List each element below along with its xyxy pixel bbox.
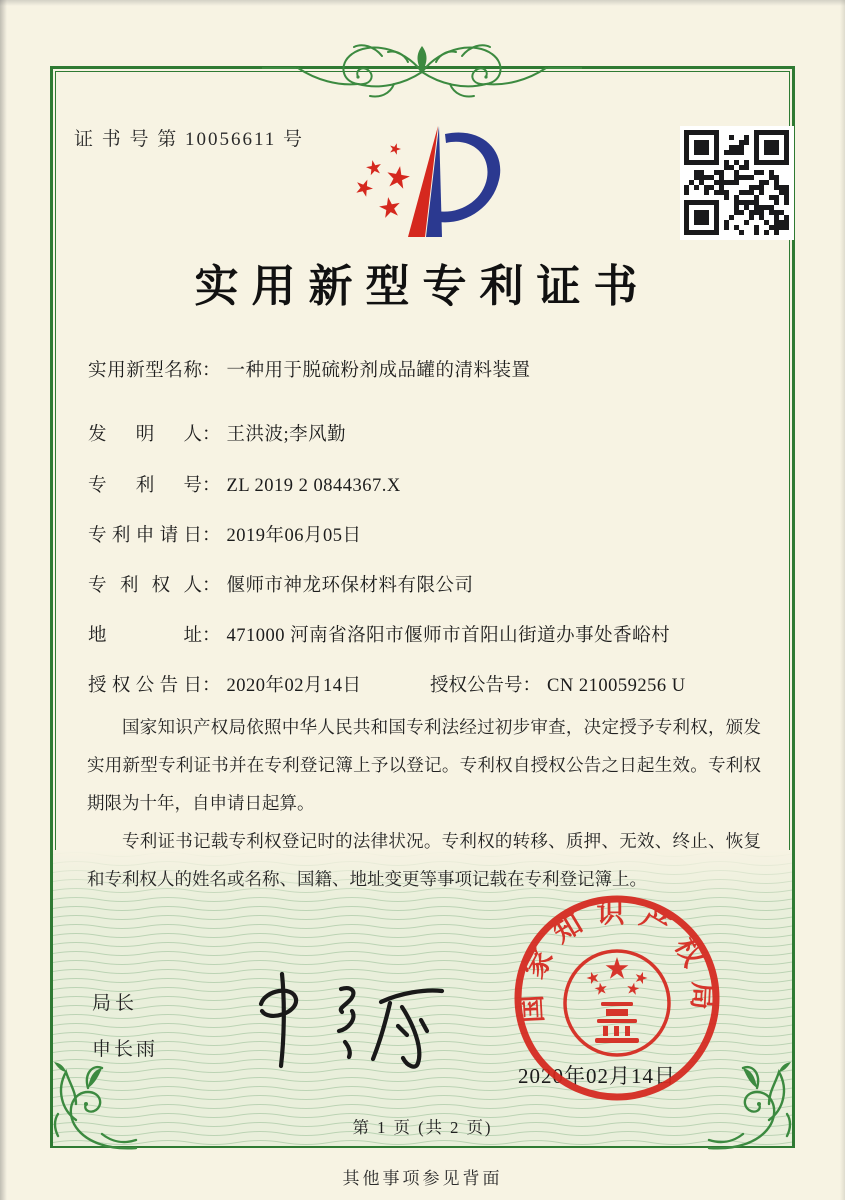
field-colon: ： xyxy=(202,476,221,496)
field-label: 专利号 xyxy=(88,476,202,496)
field-colon: ： xyxy=(202,425,221,445)
legal-paragraph-2: 专利证书记载专利权登记时的法律状况。专利权的转移、质押、无效、终止、恢复和专利权人的姓名或名称、国籍、地址变更等事项记载在专利登记簿上。 xyxy=(87,831,761,889)
field-row-utility-model-name xyxy=(88,356,531,382)
field-colon: ： xyxy=(202,361,221,381)
director-block xyxy=(92,988,158,1061)
director-name: 申长雨 xyxy=(92,1039,159,1060)
field-row-grant-date xyxy=(88,671,686,697)
field-value: 2020年02月14日 xyxy=(226,676,362,696)
field-value: 王洪波;李风勤 xyxy=(226,425,347,445)
field-colon: ： xyxy=(522,676,542,696)
field-label: 授权公告号 xyxy=(430,676,523,696)
certificate-title: 实用新型专利证书 xyxy=(194,262,651,311)
field-label: 地址 xyxy=(88,626,202,646)
field-colon: ： xyxy=(202,626,221,646)
field-value: 一种用于脱硫粉剂成品罐的清料装置 xyxy=(226,361,531,381)
field-row-filing-date xyxy=(88,521,362,547)
field-value: 471000 河南省洛阳市偃师市首阳山街道办事处香峪村 xyxy=(226,626,671,646)
qr-code xyxy=(680,126,794,240)
field-row-patent-number xyxy=(88,471,401,497)
field-value: CN 210059256 U xyxy=(547,676,686,696)
legal-text xyxy=(87,708,761,898)
field-value: ZL 2019 2 0844367.X xyxy=(226,476,401,496)
seal-text: 国家知识产权局 xyxy=(516,898,718,1024)
field-row-address xyxy=(88,621,670,647)
field-colon: ： xyxy=(202,576,221,596)
back-side-note: 其他事项参见背面 xyxy=(342,1169,503,1188)
field-value: 偃师市神龙环保材料有限公司 xyxy=(226,576,474,596)
page-number: 第 1 页 (共 2 页) xyxy=(352,1118,493,1137)
field-label: 专利申请日 xyxy=(88,526,202,546)
field-colon: ： xyxy=(202,526,221,546)
director-title: 局长 xyxy=(92,993,139,1014)
certificate-number: 证 书 号 第 10056611 号 xyxy=(74,129,305,150)
field-colon: ： xyxy=(202,676,221,696)
field-row-patentee xyxy=(88,571,474,597)
field-label: 实用新型名称 xyxy=(88,361,202,381)
field-row-grant-number xyxy=(430,671,686,697)
legal-paragraph-1: 国家知识产权局依照中华人民共和国专利法经过初步审查，决定授予专利权，颁发实用新型专利证书并在专利登记簿上予以登记。专利权自授权公告之日起生效。专利权期限为十年，自申请日起算。 xyxy=(87,717,761,813)
field-label: 授权公告日 xyxy=(88,676,202,696)
field-label: 发明人 xyxy=(88,425,202,445)
cnipa-logo-icon xyxy=(336,124,506,242)
field-value: 2019年06月05日 xyxy=(226,526,362,546)
field-label: 专利权人 xyxy=(88,576,202,596)
director-signature-icon xyxy=(225,962,455,1070)
svg-text:国家知识产权局 xyxy=(515,897,718,1024)
field-row-inventor xyxy=(88,420,346,446)
seal-date: 2020年02月14日 xyxy=(518,1064,676,1088)
